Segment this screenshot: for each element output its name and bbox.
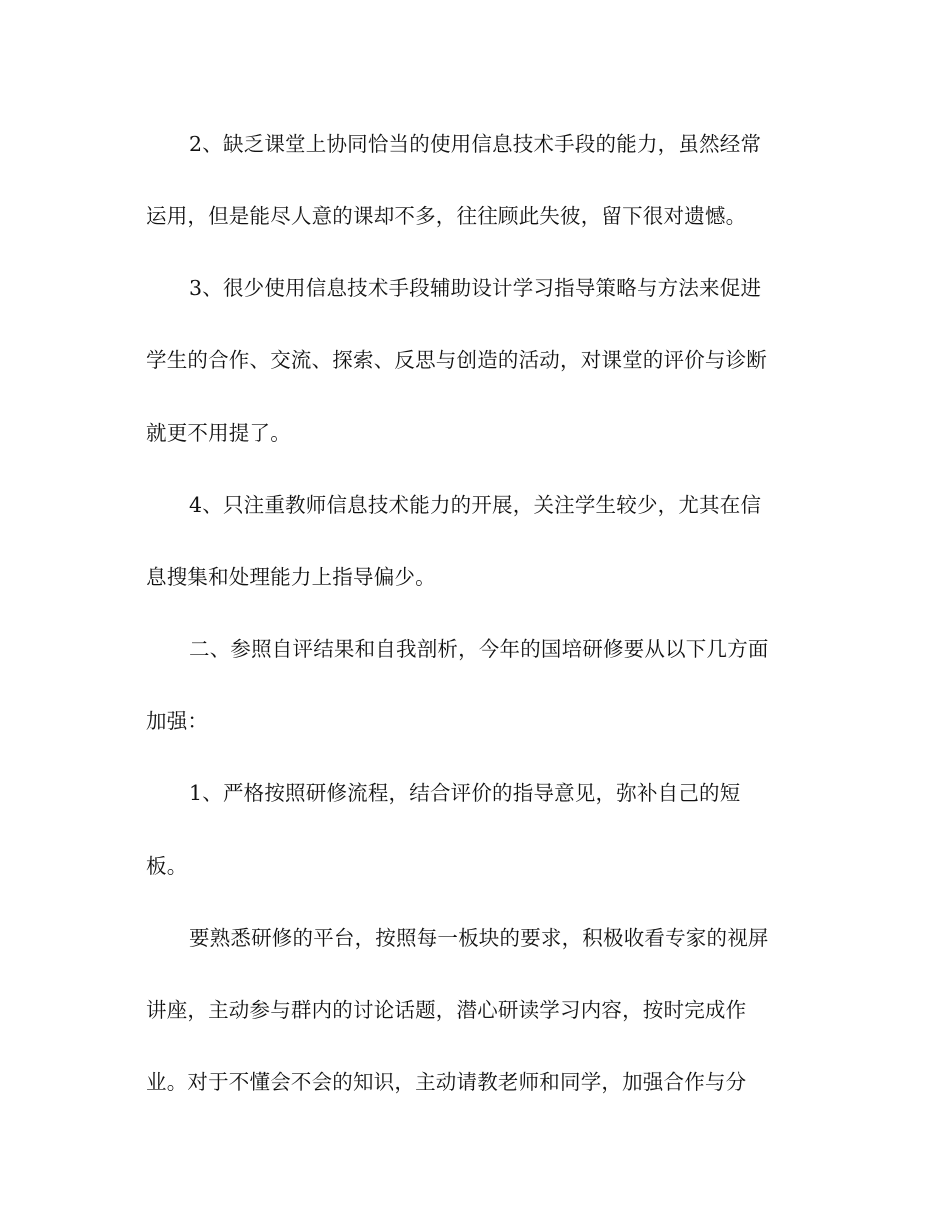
paragraph-line: 4、只注重教师信息技术能力的开展，关注学生较少，尤其在信 (189, 493, 762, 517)
section-heading-line: 加强： (146, 709, 209, 733)
paragraph-line: 讲座，主动参与群内的讨论话题，潜心研读学习内容，按时完成作 (146, 998, 747, 1022)
paragraph-line: 就更不用提了。 (146, 421, 291, 445)
paragraph-line: 1、严格按照研修流程，结合评价的指导意见，弥补自己的短 (189, 781, 741, 805)
paragraph-line: 要熟悉研修的平台，按照每一板块的要求，积极收看专家的视屏 (189, 926, 769, 950)
paragraph-line: 息搜集和处理能力上指导偏少。 (146, 565, 436, 589)
section-heading-line: 二、参照自评结果和自我剖析，今年的国培研修要从以下几方面 (189, 637, 769, 661)
paragraph-line: 运用，但是能尽人意的课却不多，往往顾此失彼，留下很对遗憾。 (146, 204, 747, 228)
paragraph-line: 业。对于不懂会不会的知识，主动请教老师和同学，加强合作与分 (146, 1070, 747, 1094)
paragraph-line: 学生的合作、交流、探索、反思与创造的活动，对课堂的评价与诊断 (146, 348, 767, 372)
paragraph-line: 板。 (146, 854, 188, 878)
paragraph-line: 2、缺乏课堂上协同恰当的使用信息技术手段的能力，虽然经常 (189, 132, 762, 156)
paragraph-line: 3、很少使用信息技术手段辅助设计学习指导策略与方法来促进 (189, 276, 762, 300)
